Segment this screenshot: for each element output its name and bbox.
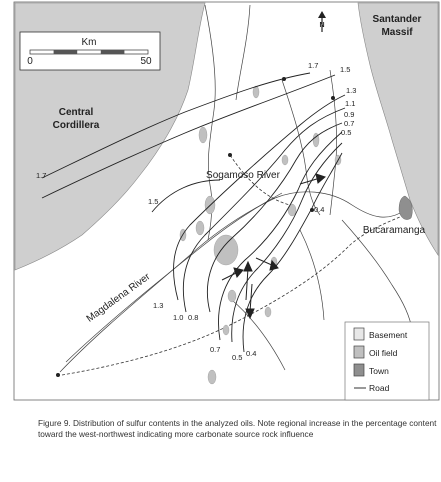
scale-bar-segment	[54, 50, 78, 54]
well-point	[331, 96, 335, 100]
figure-caption: Figure 9. Distribution of sulfur contents in the analyzed oils. Note regional increase in the percentage content toward the west-northwest indicating more carbonate source rock influence	[38, 418, 437, 439]
isoline-label: 0.8	[188, 313, 199, 322]
scale-bar	[30, 50, 148, 54]
isoline-label: 1.5	[340, 65, 351, 74]
oil-field	[223, 325, 229, 335]
oil-field	[265, 307, 271, 317]
magdalena-river-label: Magdalena River	[84, 271, 153, 325]
north-label: N	[319, 22, 325, 29]
sogamoso-river-label: Sogamoso River	[206, 170, 280, 181]
scale-bar-segment	[101, 50, 125, 54]
isoline-label: 1.7	[36, 171, 47, 180]
santander-label-line2: Massif	[381, 27, 413, 38]
legend-basement-swatch	[354, 328, 364, 340]
isoline-label: 1.7	[308, 61, 319, 70]
legend-basement-label: Basement	[369, 330, 408, 340]
isoline-label: 0.9	[344, 110, 355, 119]
legend-oil-field-label: Oil field	[369, 348, 398, 358]
oil-field	[196, 221, 204, 235]
bucaramanga-label: Bucaramanga	[362, 225, 426, 236]
isoline-label: 0.4	[314, 205, 325, 214]
central-label-line2: Cordillera	[52, 120, 100, 131]
well-point	[228, 153, 232, 157]
isoline-label: 1.3	[153, 301, 164, 310]
isoline-label: 1.1	[345, 99, 356, 108]
isoline-label: 0.7	[344, 119, 355, 128]
oil-field	[253, 86, 259, 98]
legend	[345, 322, 429, 400]
oil-field	[228, 290, 236, 302]
isoline-label: 0.7	[210, 345, 221, 354]
isoline-label: 0.4	[246, 349, 257, 358]
isoline-label: 1.5	[148, 197, 159, 206]
scale-unit: Km	[81, 37, 97, 48]
isoline-label: 1.3	[346, 86, 357, 95]
central-label-line1: Central	[58, 107, 94, 118]
oil-field	[208, 370, 216, 384]
oil-field	[214, 235, 238, 265]
isoline-label: 1.0	[173, 313, 184, 322]
legend-town-label: Town	[369, 366, 389, 376]
isoline-label: 0.5	[341, 128, 352, 137]
scale-min: 0	[27, 56, 33, 67]
oil-field	[199, 127, 207, 143]
oil-field	[282, 155, 288, 165]
scale-max: 50	[140, 56, 152, 67]
legend-town-swatch	[354, 364, 364, 376]
well-point	[56, 373, 60, 377]
isoline-label: 0.5	[232, 353, 243, 362]
legend-oil-field-swatch	[354, 346, 364, 358]
legend-road-label: Road	[369, 383, 390, 393]
santander-label-line1: Santander	[372, 14, 422, 25]
